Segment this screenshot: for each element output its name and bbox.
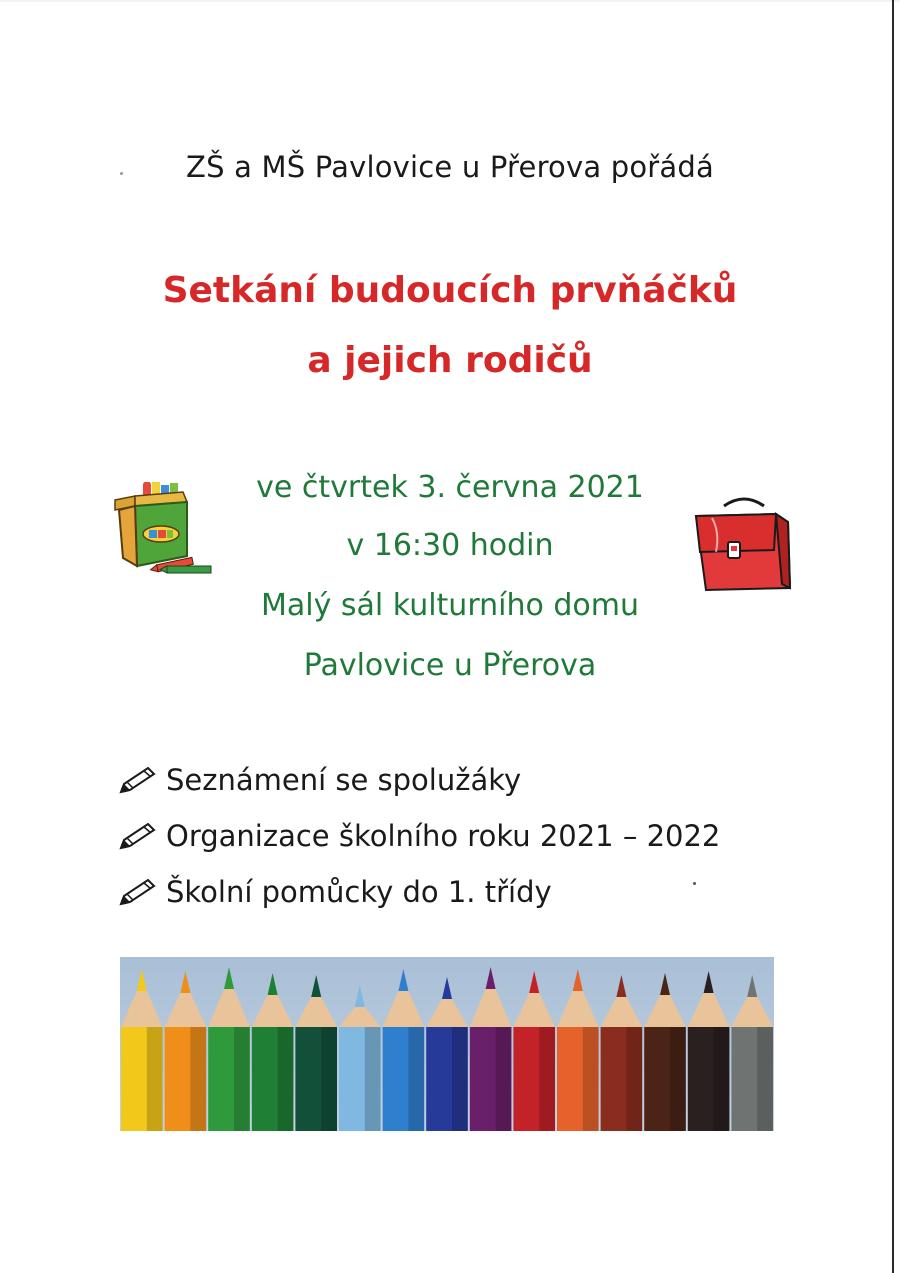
event-date: ve čtvrtek 3. června 2021 [256,470,644,505]
colored-pencils-photo [120,957,774,1131]
organizer-line: ZŠ a MŠ Pavlovice u Přerova pořádá [186,150,714,184]
scan-right-edge [892,0,894,1273]
pencil [121,969,163,1131]
pencil [426,977,468,1131]
event-time: v 16:30 hodin [346,528,554,563]
pencil [339,985,381,1131]
pencil [252,973,294,1131]
pencil [688,971,730,1131]
pencil [383,969,425,1131]
agenda-item [118,808,818,864]
pencil [470,967,512,1131]
pencil [513,971,555,1131]
pencil [208,967,250,1131]
pencil [731,975,773,1131]
pencil-icon [118,877,158,907]
pencil-icon [118,821,158,851]
pencil [601,975,643,1131]
scan-top-edge [0,0,900,2]
event-town: Pavlovice u Přerova [303,648,597,683]
event-title-line-1: Setkání budoucích prvňáčků [162,270,738,311]
pencil [557,969,599,1131]
pencil-icon [118,765,158,795]
pencil [295,975,337,1131]
pencil [165,971,207,1131]
agenda-item-label: Školní pomůcky do 1. třídy [166,875,552,909]
agenda-list [118,752,818,920]
scan-speck [693,882,696,885]
pencils-drawing [120,957,774,1131]
event-title-line-2: a jejich rodičů [307,340,593,381]
agenda-item [118,864,818,920]
pencil [644,973,686,1131]
event-venue: Malý sál kulturního domu [260,588,640,623]
agenda-item [118,752,818,808]
agenda-item-label: Organizace školního roku 2021 – 2022 [166,819,721,853]
agenda-item-label: Seznámení se spolužáky [166,763,522,797]
